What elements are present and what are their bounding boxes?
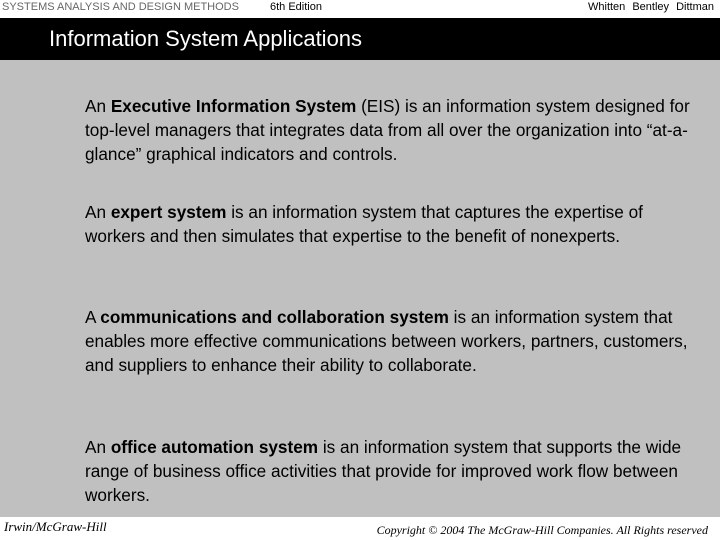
paragraph-text: is an information system that captures the expertise of workers and then simulates that expertise to the benefit of nonexperts.: [85, 202, 643, 247]
paragraph-text: An: [85, 437, 111, 457]
paragraph-text: (EIS) is an information system designed for top-level managers that integrates data from all over the organization into “at-a-glance” graphical indicators and controls.: [85, 96, 690, 165]
content-panel: [0, 60, 720, 517]
paragraph-text: is an information system that supports the wide range of business office activities that provide for improved work flow between workers.: [85, 437, 682, 506]
paragraph-text: is an information system that enables more effective communications between workers, partners, customers, and suppliers to enhance their ability to collaborate.: [85, 307, 688, 376]
paragraph-office-automation: [85, 435, 695, 508]
paragraph-text: An: [85, 202, 111, 222]
copyright-notice: Copyright © 2004 The McGraw-Hill Companies. All Rights reserved: [376, 523, 708, 537]
slide-header: [0, 0, 720, 18]
authors: Whitten Bentley Dittman: [588, 1, 714, 13]
paragraph-term: Executive Information System: [110, 96, 357, 116]
paragraph-expert-system: [85, 200, 695, 248]
book-edition: 6th Edition: [270, 1, 322, 13]
slide-title: Information System Applications: [49, 26, 363, 51]
book-title: SYSTEMS ANALYSIS AND DESIGN METHODS: [2, 1, 239, 13]
title-bar: [0, 18, 720, 60]
publisher: Irwin/McGraw-Hill: [4, 519, 107, 534]
paragraph-communications-system: [85, 305, 695, 378]
paragraph-text: A: [85, 307, 101, 327]
paragraph-term: office automation system: [110, 437, 319, 457]
paragraph-term: expert system: [110, 202, 227, 222]
paragraph-text: An: [85, 96, 111, 116]
slide-footer: [0, 517, 720, 540]
paragraph-term: communications and collaboration system: [100, 307, 449, 327]
paragraph-eis: [85, 94, 695, 167]
